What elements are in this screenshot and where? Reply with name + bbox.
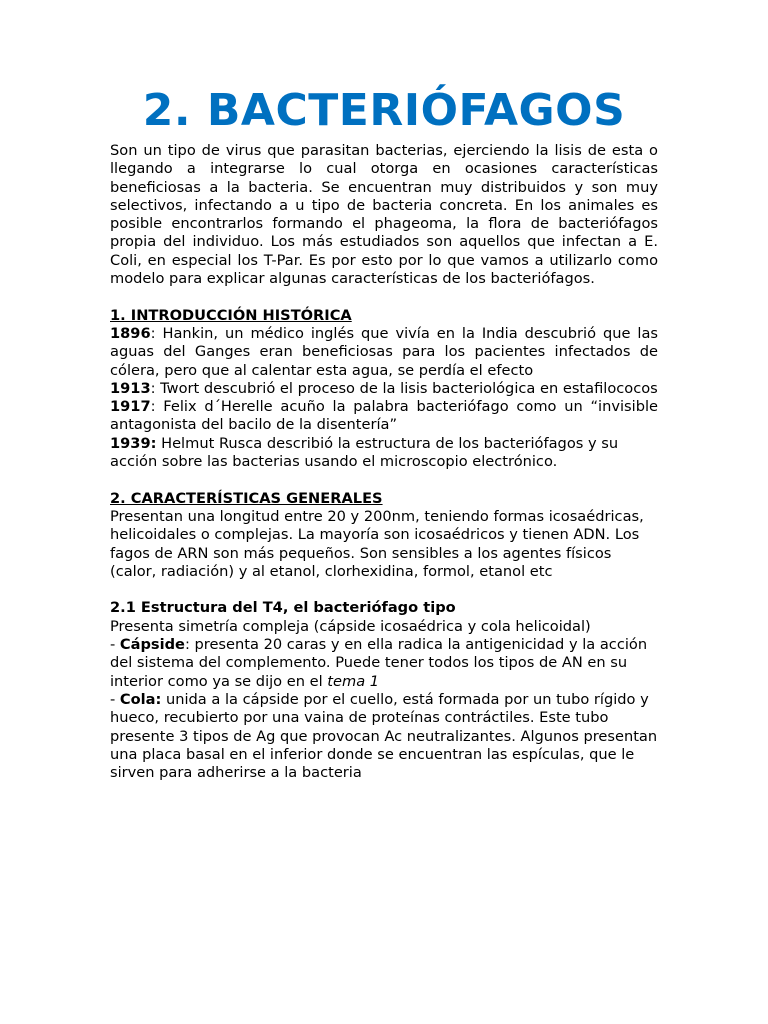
document-page xyxy=(110,84,658,782)
capside-text: : presenta 20 caras y en ella radica la antigenicidad y la acción del sistema del complemento. Puede tener todos los tipos de AN en su interior como ya se dijo en el xyxy=(110,636,648,690)
spacer xyxy=(110,471,658,489)
history-text: : Hankin, un médico inglés que vivía en la India descubrió que las aguas del Ganges eran beneficiosas para los pacientes infectados de cólera, pero que al calentar esta agua, se perdía el efecto xyxy=(110,324,658,379)
intro-paragraph: Son un tipo de virus que parasitan bacterias, ejerciendo la lisis de esta o llegando a integrarse lo cual otorga en ocasiones características beneficiosas a la bacteria. Se encuentran muy distribuidos y son muy selectivos, infectando a u tipo de bacteria concreta. En los animales es posible encontrarlos formando el phageoma, la flora de bacteriófagos propia del individuo. Los más estudiados son aquellos que infectan a E. Coli, en especial los T-Par. Es por esto por lo que vamos a utilizarlo como modelo para explicar algunas características de los bacteriófagos. xyxy=(110,142,658,288)
section-heading-historica: 1. INTRODUCCIÓN HISTÓRICA xyxy=(110,306,352,324)
history-entry-1939 xyxy=(110,435,658,472)
spacer xyxy=(110,288,658,306)
capside-label: Cápside xyxy=(119,636,185,654)
tema-reference: tema 1 xyxy=(327,672,380,690)
bullet-dash: - xyxy=(110,636,120,654)
cola-label: Cola: xyxy=(119,690,162,708)
spacer xyxy=(110,581,658,599)
history-text: Helmut Rusca describió la estructura de los bacteriófagos y su acción sobre las bacterias usando el microscopio electrónico. xyxy=(110,434,619,471)
history-year: 1939: xyxy=(110,434,157,452)
history-entry-1913 xyxy=(110,380,658,398)
history-text: : Twort descubrió el proceso de la lisis bacteriológica en estafilococos xyxy=(150,379,658,397)
characteristics-paragraph: Presentan una longitud entre 20 y 200nm, teniendo formas icosaédricas, helicoidales o complejas. La mayoría son icosaédricos y tienen ADN. Los fagos de ARN son más pequeños. Son sensibles a los agentes físicos (calor, radiación) y al etanol, clorhexidina, formol, etanol etc xyxy=(110,507,644,580)
history-text: : Felix d´Herelle acuño la palabra bacteriófago como un “invisible antagonista del bacilo de la disentería” xyxy=(110,398,658,434)
history-year: 1917 xyxy=(110,398,151,416)
cola-text: unida a la cápside por el cuello, está formada por un tubo rígido y hueco, recubierto por una vaina de proteínas contráctiles. Este tubo presente 3 tipos de Ag que provocan Ac neutralizantes. Algunos presentan una placa basal en el inferior donde se encuentran las espículas, que le sirven para adherirse a la bacteria xyxy=(110,690,658,782)
section-heading-caracteristicas: 2. CARACTERÍSTICAS GENERALES xyxy=(110,489,383,507)
capside-paragraph xyxy=(110,636,658,691)
history-year: 1896 xyxy=(110,324,151,342)
subsection-heading-t4: 2.1 Estructura del T4, el bacteriófago tipo xyxy=(110,599,456,617)
history-entry-1917 xyxy=(110,398,658,435)
page-title: 2. BACTERIÓFAGOS xyxy=(142,85,626,136)
cola-paragraph xyxy=(110,691,658,782)
structure-intro-line: Presenta simetría compleja (cápside icosaédrica y cola helicoidal) xyxy=(110,617,591,635)
history-year: 1913 xyxy=(110,379,151,397)
bullet-dash: - xyxy=(110,690,120,708)
history-entry-1896 xyxy=(110,325,658,380)
